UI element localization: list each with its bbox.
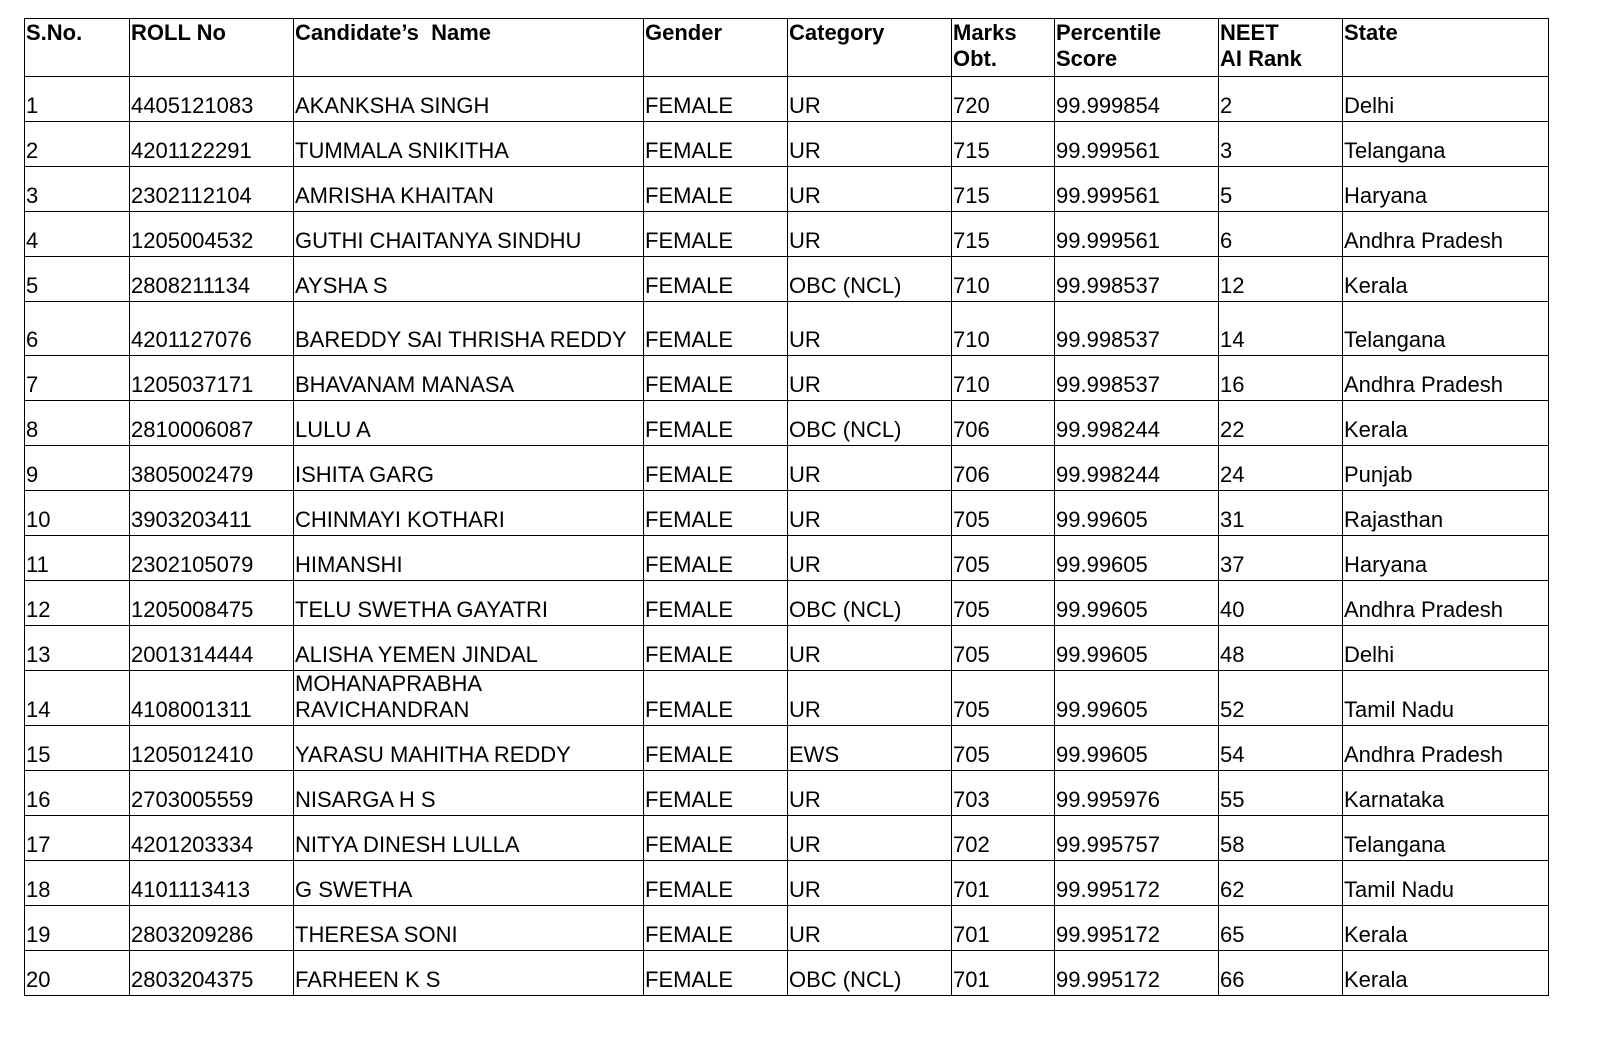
table-row [25, 626, 1549, 671]
cell-state: Kerala [1343, 951, 1549, 996]
cell-roll-no: 3805002479 [130, 446, 294, 491]
cell-roll-no: 4108001311 [130, 671, 294, 726]
header-marks-obtained [952, 19, 1055, 77]
cell-roll-no: 2803204375 [130, 951, 294, 996]
cell-neet-ai-rank: 66 [1219, 951, 1343, 996]
cell-percentile-score: 99.999854 [1055, 77, 1219, 122]
table-row [25, 491, 1549, 536]
header-percentile-line-2: Score [1056, 46, 1118, 71]
cell-percentile-score: 99.998244 [1055, 401, 1219, 446]
cell-sno: 6 [25, 302, 130, 356]
cell-neet-ai-rank: 58 [1219, 816, 1343, 861]
cell-percentile-score: 99.995172 [1055, 861, 1219, 906]
table-row [25, 726, 1549, 771]
table-row [25, 257, 1549, 302]
cell-candidate-name: ISHITA GARG [294, 446, 644, 491]
table-row [25, 581, 1549, 626]
cell-marks-obtained: 715 [952, 122, 1055, 167]
cell-candidate-name: YARASU MAHITHA REDDY [294, 726, 644, 771]
cell-neet-ai-rank: 5 [1219, 167, 1343, 212]
cell-candidate-name: AYSHA S [294, 257, 644, 302]
cell-gender: FEMALE [644, 491, 788, 536]
cell-gender: FEMALE [644, 302, 788, 356]
cell-neet-ai-rank: 54 [1219, 726, 1343, 771]
table-row [25, 356, 1549, 401]
cell-state: Telangana [1343, 816, 1549, 861]
cell-percentile-score: 99.998244 [1055, 446, 1219, 491]
cell-candidate-name: AKANKSHA SINGH [294, 77, 644, 122]
cell-state: Tamil Nadu [1343, 861, 1549, 906]
cell-candidate-name: LULU A [294, 401, 644, 446]
cell-category: UR [788, 491, 952, 536]
cell-candidate-name: TELU SWETHA GAYATRI [294, 581, 644, 626]
cell-roll-no: 1205004532 [130, 212, 294, 257]
cell-marks-obtained: 703 [952, 771, 1055, 816]
cell-sno: 15 [25, 726, 130, 771]
header-marks-line-2: Obt. [953, 46, 997, 71]
header-marks-line-1: Marks [953, 20, 1017, 45]
cell-candidate-name: FARHEEN K S [294, 951, 644, 996]
cell-state: Andhra Pradesh [1343, 212, 1549, 257]
table-row [25, 77, 1549, 122]
results-table [24, 18, 1549, 996]
cell-percentile-score: 99.998537 [1055, 302, 1219, 356]
cell-roll-no: 4201122291 [130, 122, 294, 167]
cell-sno: 20 [25, 951, 130, 996]
cell-sno: 5 [25, 257, 130, 302]
header-rank-line-2: AI Rank [1220, 46, 1302, 71]
cell-roll-no: 1205037171 [130, 356, 294, 401]
cell-candidate-name: ALISHA YEMEN JINDAL [294, 626, 644, 671]
table-row [25, 816, 1549, 861]
cell-state: Andhra Pradesh [1343, 581, 1549, 626]
cell-candidate-name: BHAVANAM MANASA [294, 356, 644, 401]
cell-neet-ai-rank: 55 [1219, 771, 1343, 816]
cell-marks-obtained: 705 [952, 581, 1055, 626]
cell-state: Karnataka [1343, 771, 1549, 816]
cell-candidate-name: NITYA DINESH LULLA [294, 816, 644, 861]
cell-percentile-score: 99.999561 [1055, 212, 1219, 257]
cell-gender: FEMALE [644, 77, 788, 122]
cell-state: Tamil Nadu [1343, 671, 1549, 726]
cell-state: Delhi [1343, 626, 1549, 671]
cell-neet-ai-rank: 52 [1219, 671, 1343, 726]
cell-percentile-score: 99.99605 [1055, 726, 1219, 771]
cell-gender: FEMALE [644, 356, 788, 401]
cell-percentile-score: 99.99605 [1055, 626, 1219, 671]
cell-sno: 17 [25, 816, 130, 861]
cell-marks-obtained: 705 [952, 491, 1055, 536]
cell-marks-obtained: 706 [952, 446, 1055, 491]
cell-category: UR [788, 906, 952, 951]
cell-neet-ai-rank: 24 [1219, 446, 1343, 491]
cell-percentile-score: 99.995757 [1055, 816, 1219, 861]
cell-category: UR [788, 167, 952, 212]
header-neet-ai-rank [1219, 19, 1343, 77]
cell-roll-no: 4201203334 [130, 816, 294, 861]
cell-state: Telangana [1343, 302, 1549, 356]
results-sheet [24, 18, 1549, 996]
cell-category: UR [788, 356, 952, 401]
cell-sno: 18 [25, 861, 130, 906]
cell-sno: 16 [25, 771, 130, 816]
table-row [25, 771, 1549, 816]
cell-candidate-name: HIMANSHI [294, 536, 644, 581]
cell-roll-no: 2703005559 [130, 771, 294, 816]
cell-roll-no: 4101113413 [130, 861, 294, 906]
cell-sno: 13 [25, 626, 130, 671]
table-row [25, 536, 1549, 581]
cell-category: UR [788, 861, 952, 906]
cell-category: OBC (NCL) [788, 951, 952, 996]
cell-marks-obtained: 705 [952, 626, 1055, 671]
cell-percentile-score: 99.995172 [1055, 906, 1219, 951]
cell-neet-ai-rank: 37 [1219, 536, 1343, 581]
cell-state: Telangana [1343, 122, 1549, 167]
cell-sno: 1 [25, 77, 130, 122]
cell-gender: FEMALE [644, 771, 788, 816]
cell-sno: 12 [25, 581, 130, 626]
cell-category: UR [788, 77, 952, 122]
cell-sno: 14 [25, 671, 130, 726]
cell-gender: FEMALE [644, 726, 788, 771]
cell-candidate-name: NISARGA H S [294, 771, 644, 816]
cell-sno: 3 [25, 167, 130, 212]
table-row [25, 401, 1549, 446]
header-gender: Gender [644, 19, 788, 77]
cell-gender: FEMALE [644, 212, 788, 257]
cell-neet-ai-rank: 16 [1219, 356, 1343, 401]
cell-marks-obtained: 705 [952, 536, 1055, 581]
cell-percentile-score: 99.99605 [1055, 491, 1219, 536]
cell-neet-ai-rank: 22 [1219, 401, 1343, 446]
cell-sno: 10 [25, 491, 130, 536]
cell-category: UR [788, 536, 952, 581]
cell-candidate-name: G SWETHA [294, 861, 644, 906]
cell-percentile-score: 99.995172 [1055, 951, 1219, 996]
cell-neet-ai-rank: 62 [1219, 861, 1343, 906]
cell-neet-ai-rank: 12 [1219, 257, 1343, 302]
cell-state: Punjab [1343, 446, 1549, 491]
cell-roll-no: 2302112104 [130, 167, 294, 212]
cell-category: UR [788, 446, 952, 491]
cell-state: Delhi [1343, 77, 1549, 122]
header-candidate-name: Candidate’s Name [294, 19, 644, 77]
cell-neet-ai-rank: 2 [1219, 77, 1343, 122]
cell-state: Andhra Pradesh [1343, 356, 1549, 401]
cell-roll-no: 2001314444 [130, 626, 294, 671]
cell-sno: 4 [25, 212, 130, 257]
cell-percentile-score: 99.998537 [1055, 257, 1219, 302]
cell-roll-no: 4405121083 [130, 77, 294, 122]
cell-neet-ai-rank: 48 [1219, 626, 1343, 671]
cell-sno: 9 [25, 446, 130, 491]
cell-category: OBC (NCL) [788, 257, 952, 302]
cell-neet-ai-rank: 40 [1219, 581, 1343, 626]
cell-sno: 19 [25, 906, 130, 951]
cell-marks-obtained: 706 [952, 401, 1055, 446]
cell-category: UR [788, 302, 952, 356]
table-row [25, 446, 1549, 491]
cell-gender: FEMALE [644, 626, 788, 671]
table-row [25, 302, 1549, 356]
cell-gender: FEMALE [644, 446, 788, 491]
cell-percentile-score: 99.999561 [1055, 167, 1219, 212]
cell-gender: FEMALE [644, 581, 788, 626]
cell-state: Kerala [1343, 257, 1549, 302]
cell-candidate-name: AMRISHA KHAITAN [294, 167, 644, 212]
cell-percentile-score: 99.998537 [1055, 356, 1219, 401]
cell-category: UR [788, 771, 952, 816]
cell-marks-obtained: 701 [952, 906, 1055, 951]
cell-category: UR [788, 626, 952, 671]
cell-category: EWS [788, 726, 952, 771]
table-row [25, 122, 1549, 167]
cell-gender: FEMALE [644, 906, 788, 951]
cell-marks-obtained: 715 [952, 167, 1055, 212]
cell-marks-obtained: 710 [952, 302, 1055, 356]
cell-sno: 11 [25, 536, 130, 581]
cell-candidate-name: CHINMAYI KOTHARI [294, 491, 644, 536]
cell-marks-obtained: 710 [952, 257, 1055, 302]
cell-neet-ai-rank: 3 [1219, 122, 1343, 167]
cell-marks-obtained: 705 [952, 671, 1055, 726]
cell-state: Haryana [1343, 536, 1549, 581]
header-rank-line-1: NEET [1220, 20, 1279, 45]
cell-roll-no: 1205012410 [130, 726, 294, 771]
cell-neet-ai-rank: 31 [1219, 491, 1343, 536]
cell-category: OBC (NCL) [788, 401, 952, 446]
cell-gender: FEMALE [644, 257, 788, 302]
cell-category: UR [788, 671, 952, 726]
cell-neet-ai-rank: 6 [1219, 212, 1343, 257]
table-row [25, 906, 1549, 951]
cell-gender: FEMALE [644, 861, 788, 906]
header-row [25, 19, 1549, 77]
cell-marks-obtained: 701 [952, 861, 1055, 906]
cell-neet-ai-rank: 65 [1219, 906, 1343, 951]
cell-category: UR [788, 122, 952, 167]
cell-roll-no: 2810006087 [130, 401, 294, 446]
cell-marks-obtained: 720 [952, 77, 1055, 122]
cell-neet-ai-rank: 14 [1219, 302, 1343, 356]
header-state: State [1343, 19, 1549, 77]
cell-category: OBC (NCL) [788, 581, 952, 626]
cell-gender: FEMALE [644, 671, 788, 726]
cell-marks-obtained: 715 [952, 212, 1055, 257]
cell-percentile-score: 99.99605 [1055, 671, 1219, 726]
cell-sno: 2 [25, 122, 130, 167]
header-percentile-line-1: Percentile [1056, 20, 1162, 45]
cell-marks-obtained: 705 [952, 726, 1055, 771]
table-row [25, 212, 1549, 257]
cell-state: Rajasthan [1343, 491, 1549, 536]
cell-marks-obtained: 702 [952, 816, 1055, 861]
header-category: Category [788, 19, 952, 77]
cell-sno: 7 [25, 356, 130, 401]
cell-state: Kerala [1343, 401, 1549, 446]
header-roll-no: ROLL No [130, 19, 294, 77]
cell-candidate-name: BAREDDY SAI THRISHA REDDY [294, 302, 644, 356]
results-body [25, 77, 1549, 996]
cell-state: Kerala [1343, 906, 1549, 951]
cell-gender: FEMALE [644, 401, 788, 446]
cell-category: UR [788, 212, 952, 257]
cell-sno: 8 [25, 401, 130, 446]
cell-percentile-score: 99.995976 [1055, 771, 1219, 816]
cell-marks-obtained: 701 [952, 951, 1055, 996]
cell-roll-no: 3903203411 [130, 491, 294, 536]
cell-percentile-score: 99.99605 [1055, 536, 1219, 581]
cell-gender: FEMALE [644, 536, 788, 581]
table-row [25, 951, 1549, 996]
cell-candidate-name: MOHANAPRABHA RAVICHANDRAN [294, 671, 644, 726]
cell-percentile-score: 99.99605 [1055, 581, 1219, 626]
cell-roll-no: 2808211134 [130, 257, 294, 302]
cell-candidate-name: THERESA SONI [294, 906, 644, 951]
cell-roll-no: 1205008475 [130, 581, 294, 626]
cell-candidate-name: TUMMALA SNIKITHA [294, 122, 644, 167]
cell-state: Andhra Pradesh [1343, 726, 1549, 771]
cell-percentile-score: 99.999561 [1055, 122, 1219, 167]
table-row [25, 167, 1549, 212]
cell-roll-no: 4201127076 [130, 302, 294, 356]
header-sno: S.No. [25, 19, 130, 77]
table-row [25, 671, 1549, 726]
cell-marks-obtained: 710 [952, 356, 1055, 401]
cell-gender: FEMALE [644, 816, 788, 861]
cell-category: UR [788, 816, 952, 861]
cell-gender: FEMALE [644, 167, 788, 212]
table-row [25, 861, 1549, 906]
cell-roll-no: 2803209286 [130, 906, 294, 951]
cell-state: Haryana [1343, 167, 1549, 212]
header-percentile-score [1055, 19, 1219, 77]
cell-roll-no: 2302105079 [130, 536, 294, 581]
cell-gender: FEMALE [644, 122, 788, 167]
cell-candidate-name: GUTHI CHAITANYA SINDHU [294, 212, 644, 257]
cell-gender: FEMALE [644, 951, 788, 996]
